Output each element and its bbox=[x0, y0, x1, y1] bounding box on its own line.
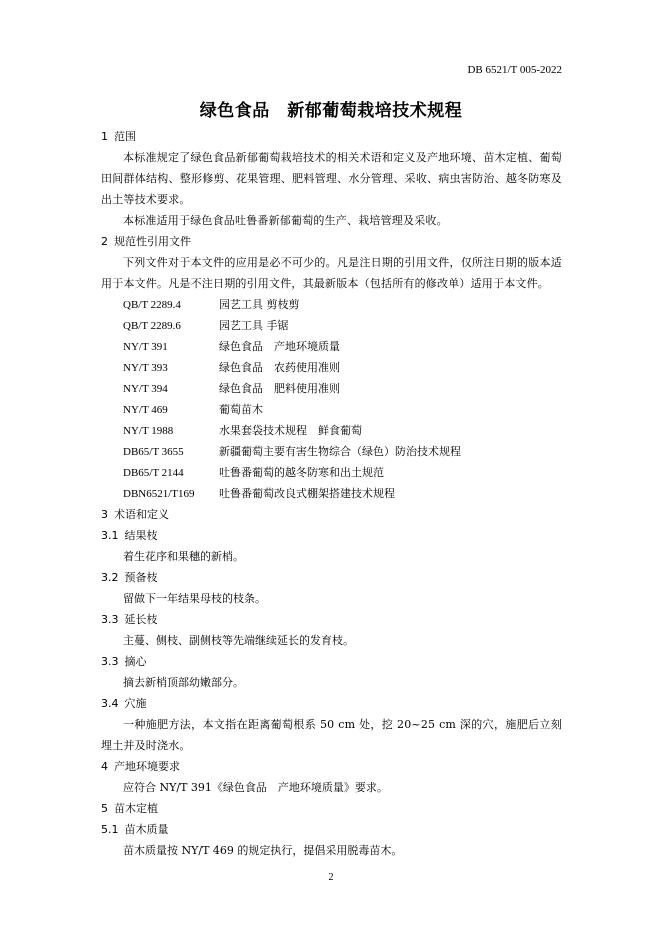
reference-code: NY/T 394 bbox=[123, 383, 168, 395]
reference-name: 水果套袋技术规程 鲜食葡萄 bbox=[219, 424, 362, 437]
term-heading bbox=[101, 525, 562, 546]
reference-code: QB/T 2289.6 bbox=[123, 320, 181, 332]
section-heading-planting bbox=[101, 798, 562, 819]
section-heading-normative-references bbox=[101, 231, 562, 252]
scope-paragraph-2: 本标准适用于绿色食品吐鲁番新郁葡萄的生产、栽培管理及采收。 bbox=[123, 214, 448, 227]
section-title: 术语和定义 bbox=[114, 508, 169, 521]
section-number: 2 bbox=[101, 235, 108, 248]
reference-item bbox=[123, 357, 562, 378]
reference-code: NY/T 1988 bbox=[123, 425, 174, 437]
section-heading-scope bbox=[101, 126, 562, 147]
reference-code: NY/T 393 bbox=[123, 362, 168, 374]
references-intro-paragraph: 下列文件对于本文件的应用是必不可少的。凡是注日期的引用文件，仅所注日期的版本适用于本文件。凡是不注日期的引用文件，其最新版本（包括所有的修改单）适用于本文件。 bbox=[101, 256, 562, 290]
reference-name: 吐鲁番葡萄改良式棚架搭建技术规程 bbox=[219, 487, 395, 500]
term-title: 结果枝 bbox=[124, 529, 158, 542]
document-title: 绿色食品 新郁葡萄栽培技术规程 bbox=[199, 101, 463, 121]
subsection-number: 5.1 bbox=[101, 823, 119, 836]
term-title: 摘心 bbox=[124, 655, 147, 668]
section-heading-terms bbox=[101, 504, 562, 525]
term-definition: 主蔓、侧枝、副侧枝等先端继续延长的发育枝。 bbox=[123, 634, 354, 647]
reference-name: 绿色食品 产地环境质量 bbox=[219, 340, 340, 353]
reference-code: DB65/T 2144 bbox=[123, 467, 184, 479]
document-body bbox=[101, 126, 562, 861]
reference-item bbox=[123, 315, 562, 336]
section-number: 3 bbox=[101, 508, 108, 521]
section-title: 范围 bbox=[114, 130, 136, 143]
section-number: 5 bbox=[101, 802, 108, 815]
term-definition: 摘去新梢顶部幼嫩部分。 bbox=[123, 676, 244, 689]
reference-code: DB65/T 3655 bbox=[123, 446, 184, 458]
seedling-quality-paragraph: 苗木质量按 NY/T 469 的规定执行，提倡采用脱毒苗木。 bbox=[123, 844, 403, 857]
section-title: 规范性引用文件 bbox=[114, 235, 191, 248]
reference-name: 新疆葡萄主要有害生物综合（绿色）防治技术规程 bbox=[219, 445, 461, 458]
section-number: 1 bbox=[101, 130, 108, 143]
subsection-heading-seedling-quality bbox=[101, 819, 562, 840]
term-number: 3.4 bbox=[101, 697, 119, 710]
term-heading bbox=[101, 567, 562, 588]
term-number: 3.3 bbox=[101, 655, 119, 668]
standard-code: DB 6521/T 005-2022 bbox=[467, 64, 562, 76]
reference-item bbox=[123, 378, 562, 399]
page-number: 2 bbox=[328, 872, 334, 883]
term-definition: 着生花序和果穗的新梢。 bbox=[123, 550, 244, 563]
term-number: 3.1 bbox=[101, 529, 119, 542]
reference-code: NY/T 391 bbox=[123, 341, 168, 353]
term-heading bbox=[101, 651, 562, 672]
term-number: 3.3 bbox=[101, 613, 119, 626]
reference-code: NY/T 469 bbox=[123, 404, 168, 416]
section-title: 产地环境要求 bbox=[114, 760, 180, 773]
reference-code: QB/T 2289.4 bbox=[123, 299, 181, 311]
reference-name: 葡萄苗木 bbox=[219, 403, 263, 416]
reference-item bbox=[123, 294, 562, 315]
reference-item bbox=[123, 420, 562, 441]
reference-item bbox=[123, 399, 562, 420]
section-title: 苗木定植 bbox=[114, 802, 158, 815]
term-title: 穴施 bbox=[124, 697, 147, 710]
reference-name: 绿色食品 农药使用准则 bbox=[219, 361, 340, 374]
section-heading-environment bbox=[101, 756, 562, 777]
reference-list bbox=[123, 294, 562, 504]
term-title: 预备枝 bbox=[124, 571, 158, 584]
environment-paragraph: 应符合 NY/T 391《绿色食品 产地环境质量》要求。 bbox=[123, 781, 388, 794]
subsection-title: 苗木质量 bbox=[124, 823, 169, 836]
scope-paragraph-1: 本标准规定了绿色食品新郁葡萄栽培技术的相关术语和定义及产地环境、苗木定植、葡萄田间群体结构、整形修剪、花果管理、肥料管理、水分管理、采收、病虫害防治、越冬防寒及出土等技术要求。 bbox=[101, 151, 562, 206]
term-number: 3.2 bbox=[101, 571, 119, 584]
term-title: 延长枝 bbox=[124, 613, 158, 626]
reference-item bbox=[123, 441, 562, 462]
section-number: 4 bbox=[101, 760, 108, 773]
reference-name: 绿色食品 肥料使用准则 bbox=[219, 382, 340, 395]
reference-name: 园艺工具 手锯 bbox=[219, 319, 289, 332]
reference-code: DBN6521/T169 bbox=[123, 488, 195, 500]
term-definition: 留做下一年结果母枝的枝条。 bbox=[123, 592, 266, 605]
reference-name: 园艺工具 剪枝剪 bbox=[219, 298, 300, 311]
term-heading bbox=[101, 693, 562, 714]
reference-item bbox=[123, 462, 562, 483]
term-heading bbox=[101, 609, 562, 630]
term-definition: 一种施肥方法，本文指在距离葡萄根系 50 cm 处，挖 20~25 cm 深的穴，施肥后立刻埋土并及时浇水。 bbox=[101, 718, 562, 752]
reference-name: 吐鲁番葡萄的越冬防寒和出土规范 bbox=[219, 466, 384, 479]
reference-item bbox=[123, 336, 562, 357]
reference-item bbox=[123, 483, 562, 504]
